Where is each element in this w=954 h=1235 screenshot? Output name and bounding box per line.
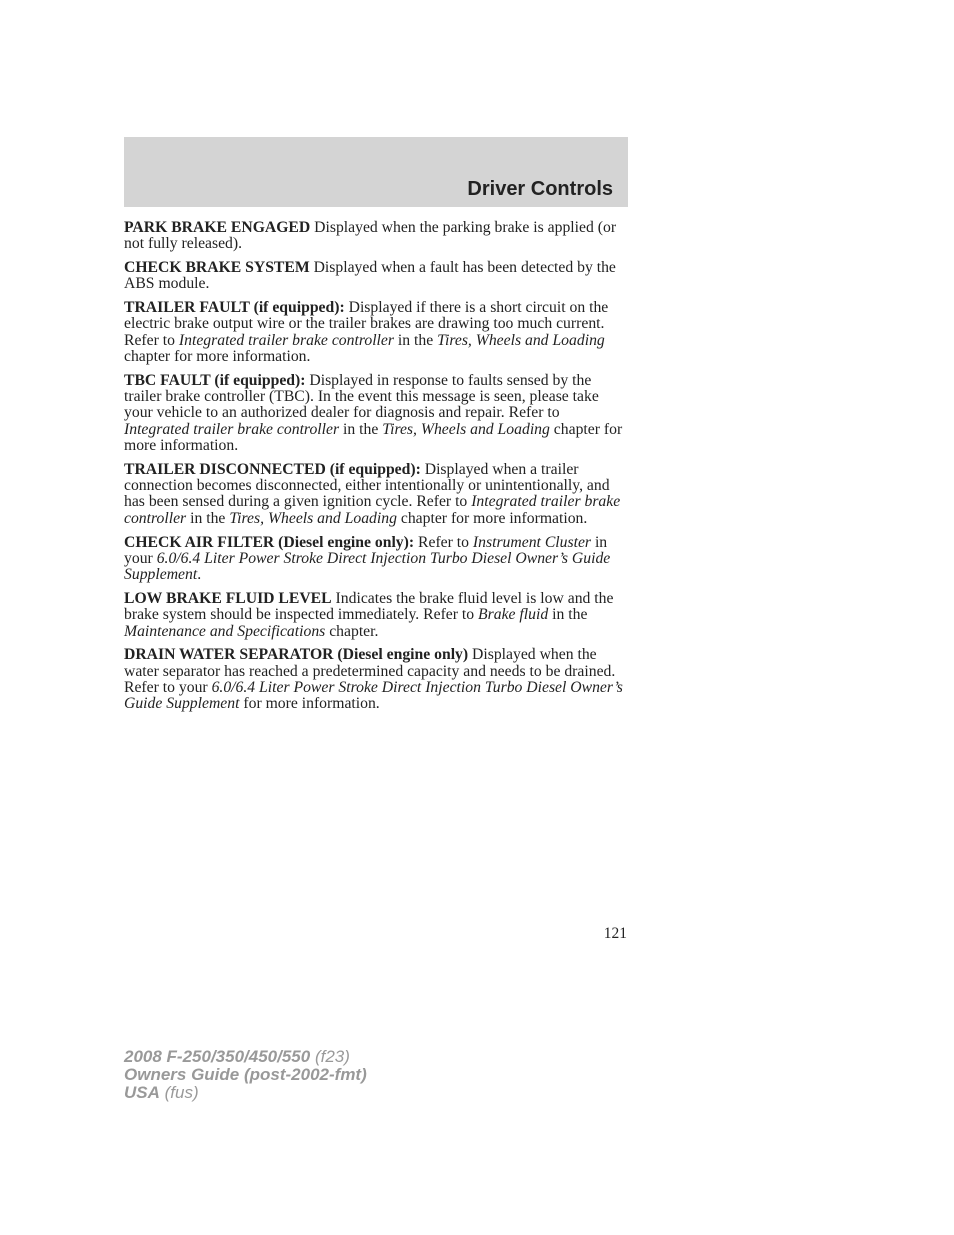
- message-text: Displayed when the parking brake is applied (or not fully released).: [124, 219, 617, 253]
- message-term: TRAILER DISCONNECTED (if equipped):: [124, 460, 421, 478]
- message-term: DRAIN WATER SEPARATOR (Diesel engine only): [124, 646, 469, 664]
- message-entry: [124, 535, 628, 584]
- message-text: in the: [548, 606, 588, 624]
- message-text: in the: [339, 420, 383, 438]
- footer-region-code: (fus): [164, 1083, 199, 1102]
- message-text: Displayed when a trailer connection becomes disconnected, either intentionally or unintentionally, and has been sensed during a given ignition cycle. Refer to: [124, 460, 610, 511]
- message-entry: [124, 220, 628, 253]
- cross-reference: Integrated trailer brake controller: [178, 331, 394, 349]
- message-text: chapter for more information.: [124, 348, 311, 366]
- footer-model: 2008 F-250/350/450/550: [124, 1047, 311, 1066]
- footer-guide: Owners Guide (post-2002-fmt): [124, 1065, 367, 1084]
- page-number: 121: [603, 925, 627, 942]
- footer-line-1: [124, 1048, 367, 1066]
- message-text: Refer to: [414, 533, 473, 551]
- message-text: .: [197, 566, 202, 584]
- message-text: Displayed if there is a short circuit on the electric brake output wire or the trailer brakes are drawing too much current. Refer to: [124, 299, 609, 349]
- section-header-band: [124, 137, 628, 207]
- message-text: Indicates the brake fluid level is low and the brake system should be inspected immediately. Refer to: [124, 589, 614, 624]
- message-term: LOW BRAKE FLUID LEVEL: [124, 589, 332, 607]
- message-text: chapter for more information.: [396, 509, 588, 527]
- cross-reference: Tires, Wheels and Loading: [437, 331, 605, 349]
- message-entry: [124, 462, 628, 527]
- message-text: Displayed when a fault has been detected by the ABS module.: [124, 259, 616, 293]
- cross-reference: Tires, Wheels and Loading: [229, 509, 397, 527]
- message-text: for more information.: [239, 695, 380, 713]
- message-term: CHECK BRAKE SYSTEM: [124, 259, 310, 277]
- cross-reference: Integrated trailer brake controller: [124, 420, 340, 438]
- message-term: PARK BRAKE ENGAGED: [124, 219, 311, 236]
- message-entry: [124, 300, 628, 365]
- message-text: Displayed in response to faults sensed by the trailer brake controller (TBC). In the event this message is seen, please take your vehicle to an authorized dealer for diagnosis and repair. Refer to: [124, 371, 599, 422]
- message-text: in the: [186, 509, 230, 527]
- cross-reference: Tires, Wheels and Loading: [382, 420, 550, 438]
- message-text: in the: [393, 331, 438, 349]
- cross-reference: Instrument Cluster: [472, 533, 592, 551]
- footer-line-2: [124, 1066, 367, 1084]
- cross-reference: 6.0/6.4 Liter Power Stroke Direct Injection Turbo Diesel Owner’s Guide Supplement: [124, 549, 611, 584]
- cross-reference: Maintenance and Specifications: [124, 622, 326, 640]
- message-text: in your: [124, 533, 608, 567]
- message-text: chapter for more information.: [124, 420, 623, 455]
- message-term: TRAILER FAULT (if equipped):: [124, 299, 345, 317]
- message-entry: [124, 260, 628, 293]
- message-entry: [124, 373, 628, 454]
- cross-reference: Brake fluid: [478, 606, 549, 624]
- footer-line-3: [124, 1084, 367, 1102]
- cross-reference: Integrated trailer brake controller: [124, 493, 621, 527]
- footer-region: USA: [124, 1083, 160, 1102]
- message-text: chapter.: [325, 622, 379, 640]
- message-entry: [124, 591, 628, 640]
- message-entry: [124, 647, 628, 712]
- footer: [124, 1048, 367, 1102]
- section-title: Driver Controls: [467, 178, 613, 200]
- cross-reference: 6.0/6.4 Liter Power Stroke Direct Injection Turbo Diesel Owner’s Guide Supplement: [124, 678, 623, 713]
- page-content: [124, 220, 628, 720]
- message-term: TBC FAULT (if equipped):: [124, 371, 306, 389]
- message-term: CHECK AIR FILTER (Diesel engine only):: [124, 533, 415, 551]
- message-text: Displayed when the water separator has reached a predetermined capacity and needs to be drained. Refer to your: [124, 646, 616, 696]
- footer-model-code: (f23): [314, 1047, 350, 1066]
